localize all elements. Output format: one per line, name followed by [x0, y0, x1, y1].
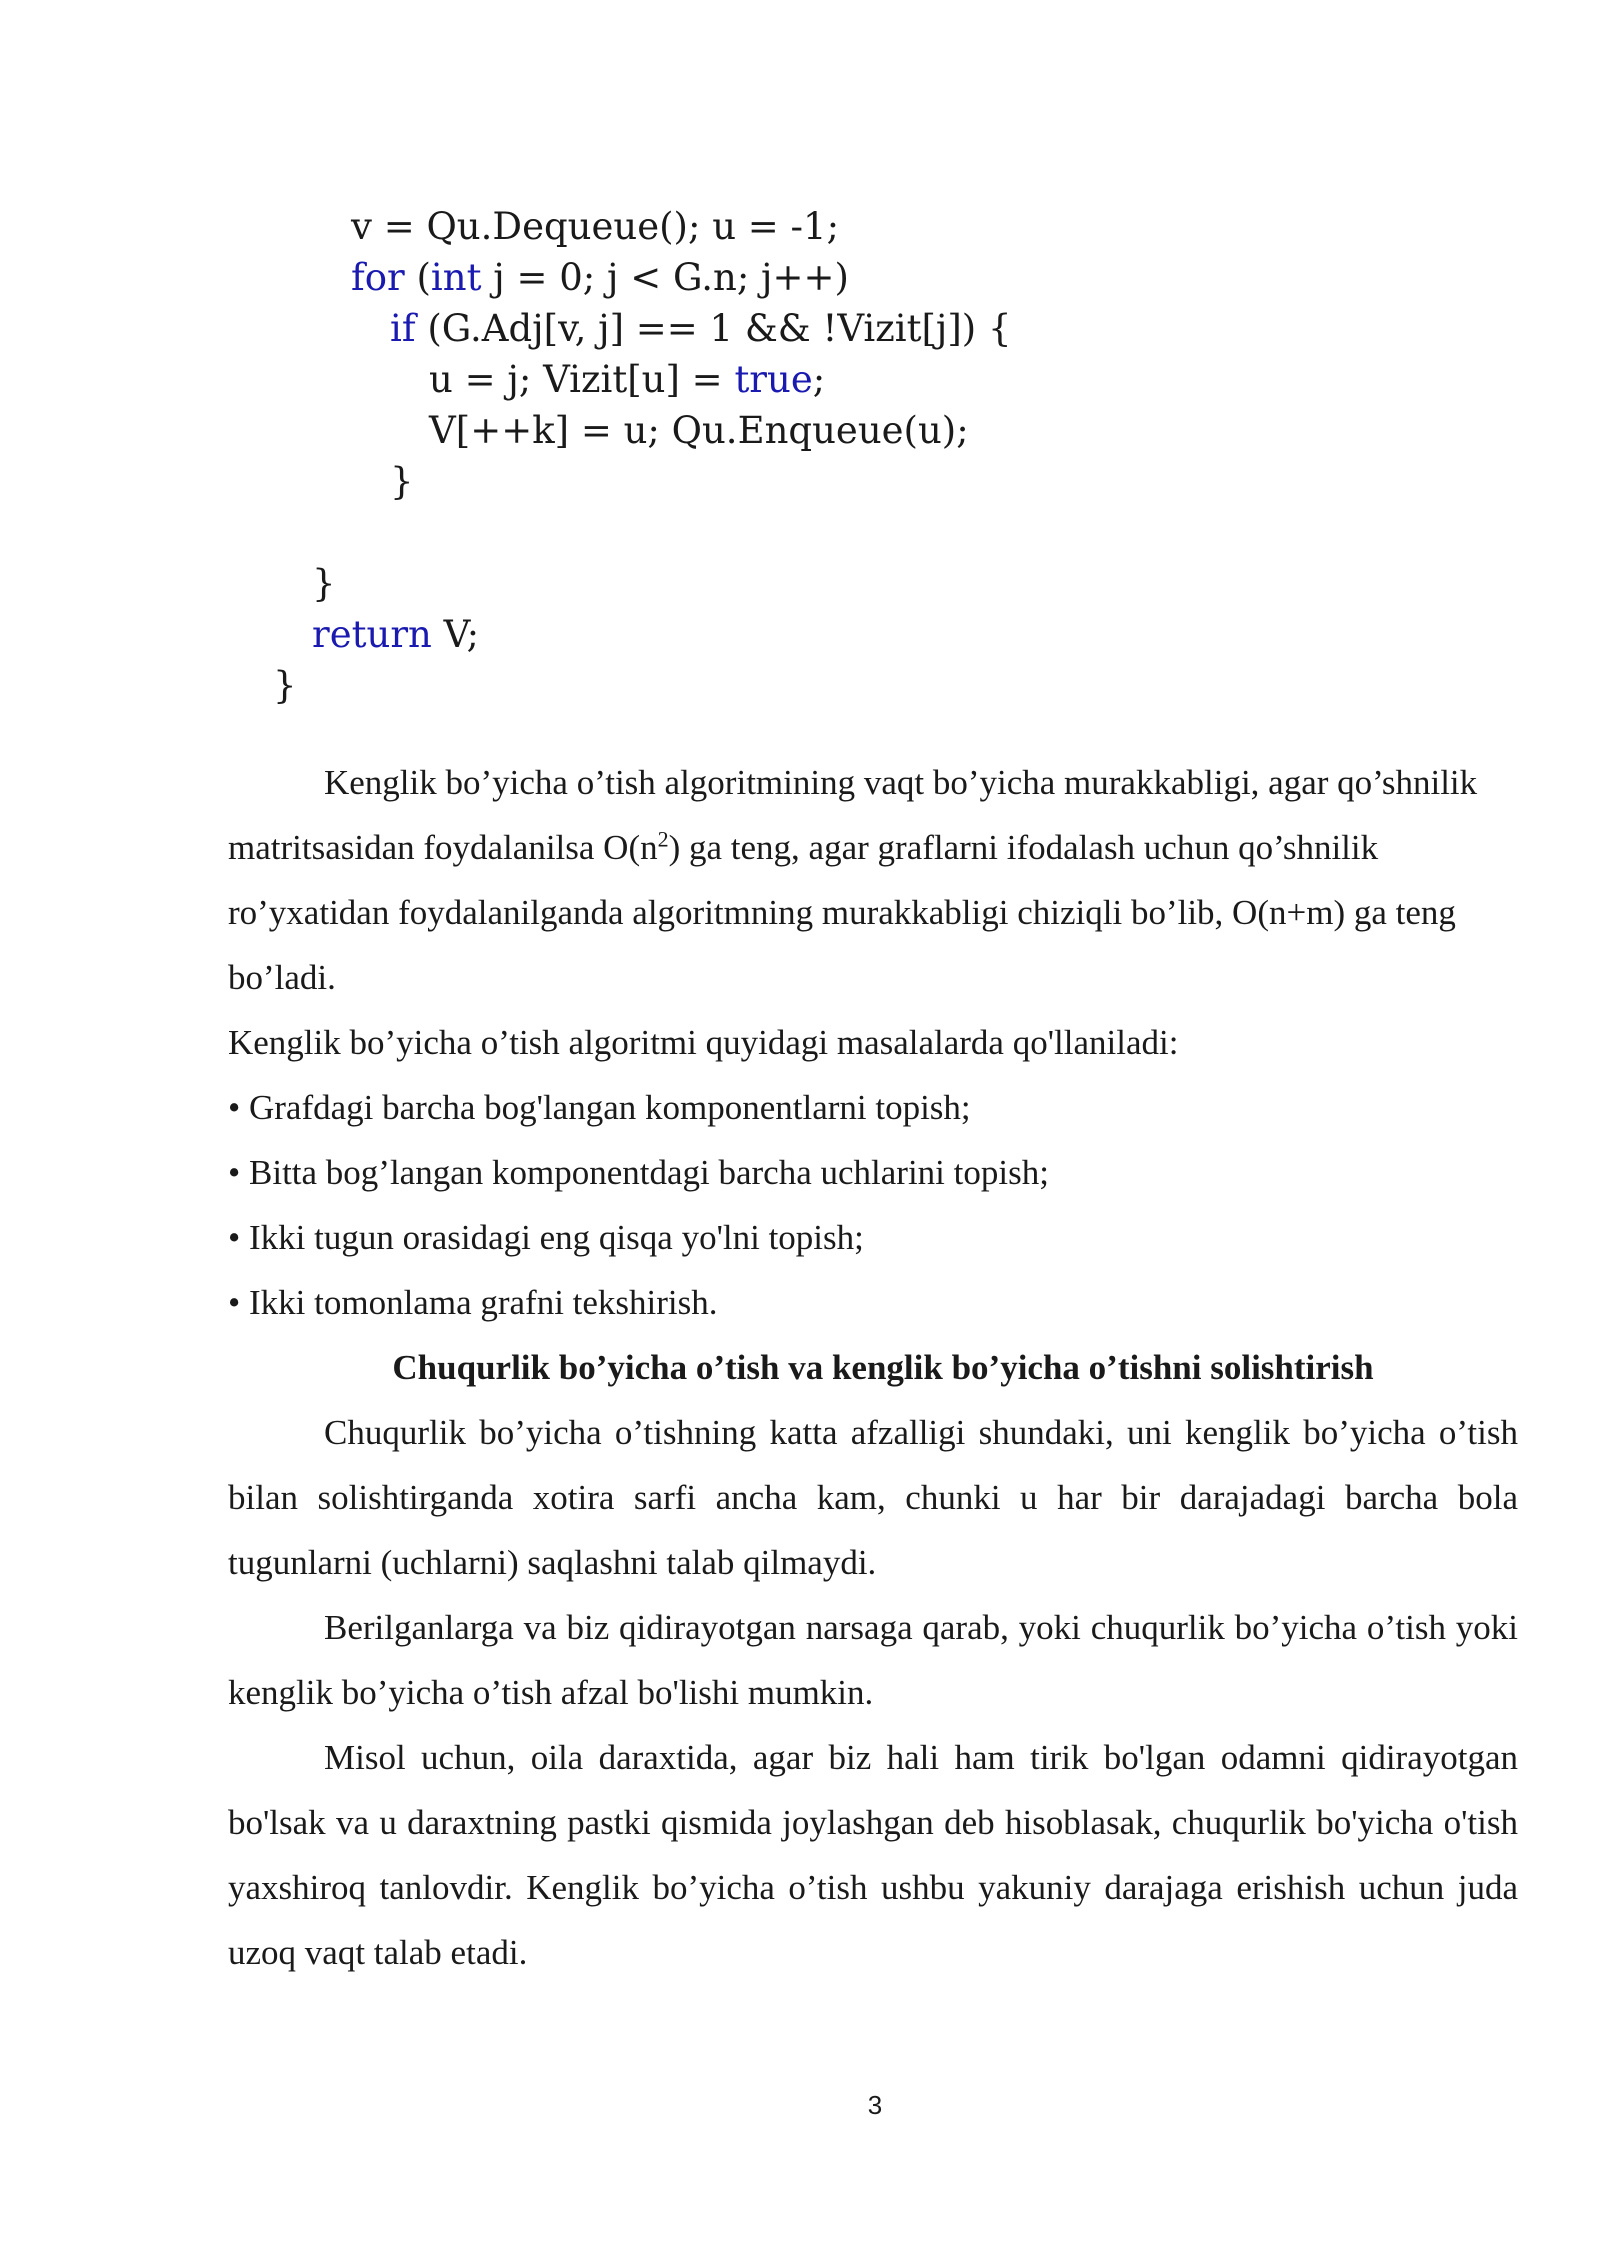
paragraph-text: Kenglik bo’yicha o’tish algoritmining vaqt bo’yicha murakkabligi, agar qo’shnilik matritsasidan foydalanilsa O(n	[228, 763, 1478, 867]
bullet-item: • Grafdagi barcha bog'langan komponentlarni topish;	[228, 1088, 971, 1127]
code-text: u = j; Vizit[u] =	[429, 358, 735, 401]
code-keyword: int	[430, 256, 482, 299]
page-number: 3	[867, 2090, 883, 2120]
code-text: V;	[431, 613, 480, 656]
bullet-item: • Bitta bog’langan komponentdagi barcha uchlarini topish;	[228, 1153, 1049, 1192]
code-line-5	[382, 354, 969, 452]
code-keyword: for	[351, 256, 405, 299]
paragraph-text: ) ga teng, agar graflarni ifodalash uchun qo’shnilik ro’yxatidan foydalanilganda algoritmning murakkabligi chiziqli bo’lib, O(n+m) ga teng bo’ladi.	[228, 828, 1456, 997]
code-keyword: return	[312, 613, 432, 656]
code-text: }	[273, 664, 297, 707]
code-text: (	[404, 256, 431, 299]
code-line-4	[382, 303, 826, 401]
code-text: j = 0; j < G.n; j++)	[481, 256, 849, 299]
body-paragraph: Misol uchun, oila daraxtida, agar biz hali ham tirik bo'lgan odamni qidirayotgan bo'lsak va u daraxtning pastki qismida joylashgan deb hisoblasak, chuqurlik bo'yicha o'tish yaxshiroq tanlovdir. Kenglik bo’yicha o’tish ushbu yakuniy darajaga erishish uchun juda uzoq vaqt talab etadi.	[228, 1738, 1518, 1972]
document-body	[228, 750, 1518, 1985]
body-paragraph: Chuqurlik bo’yicha o’tishning katta afzalligi shundaki, uni kenglik bo’yicha o’tish bilan solishtirganda xotira sarfi ancha kam, chunki u har bir darajadagi barcha bola tugunlarni (uchlarni) saqlashni talab qilmaydi.	[228, 1413, 1518, 1582]
code-text: }	[312, 562, 336, 605]
section-heading: Chuqurlik bo’yicha o’tish va kenglik bo’yicha o’tishni solishtirish	[392, 1348, 1374, 1387]
code-line-6	[343, 405, 414, 503]
code-line-3	[343, 252, 1012, 350]
bullet-item: • Ikki tugun orasidagi eng qisqa yo'lni topish;	[228, 1218, 864, 1257]
code-line-8	[265, 558, 480, 656]
code-line-9	[226, 609, 297, 707]
code-text: }	[390, 460, 414, 503]
complexity-paragraph	[228, 750, 1518, 1010]
code-text: v = Qu.Dequeue(); u = -1;	[351, 205, 840, 248]
code-line-2	[304, 201, 849, 299]
code-line-7	[265, 507, 336, 605]
code-text: V[++k] = u; Qu.Enqueue(u);	[429, 409, 969, 452]
code-keyword: true	[734, 358, 813, 401]
bullet-item: • Ikki tomonlama grafni tekshirish.	[228, 1283, 718, 1322]
code-text: ;	[812, 358, 826, 401]
code-keyword: if	[390, 307, 416, 350]
applications-intro: Kenglik bo’yicha o’tish algoritmi quyidagi masalalarda qo'llaniladi:	[228, 1023, 1179, 1062]
superscript: 2	[657, 826, 669, 852]
body-paragraph: Berilganlarga va biz qidirayotgan narsaga qarab, yoki chuqurlik bo’yicha o’tish yoki kenglik bo’yicha o’tish afzal bo'lishi mumkin.	[228, 1608, 1518, 1712]
code-text: (G.Adj[v, j] == 1 && !Vizit[j]) {	[415, 307, 1012, 350]
code-line-1	[304, 150, 840, 248]
